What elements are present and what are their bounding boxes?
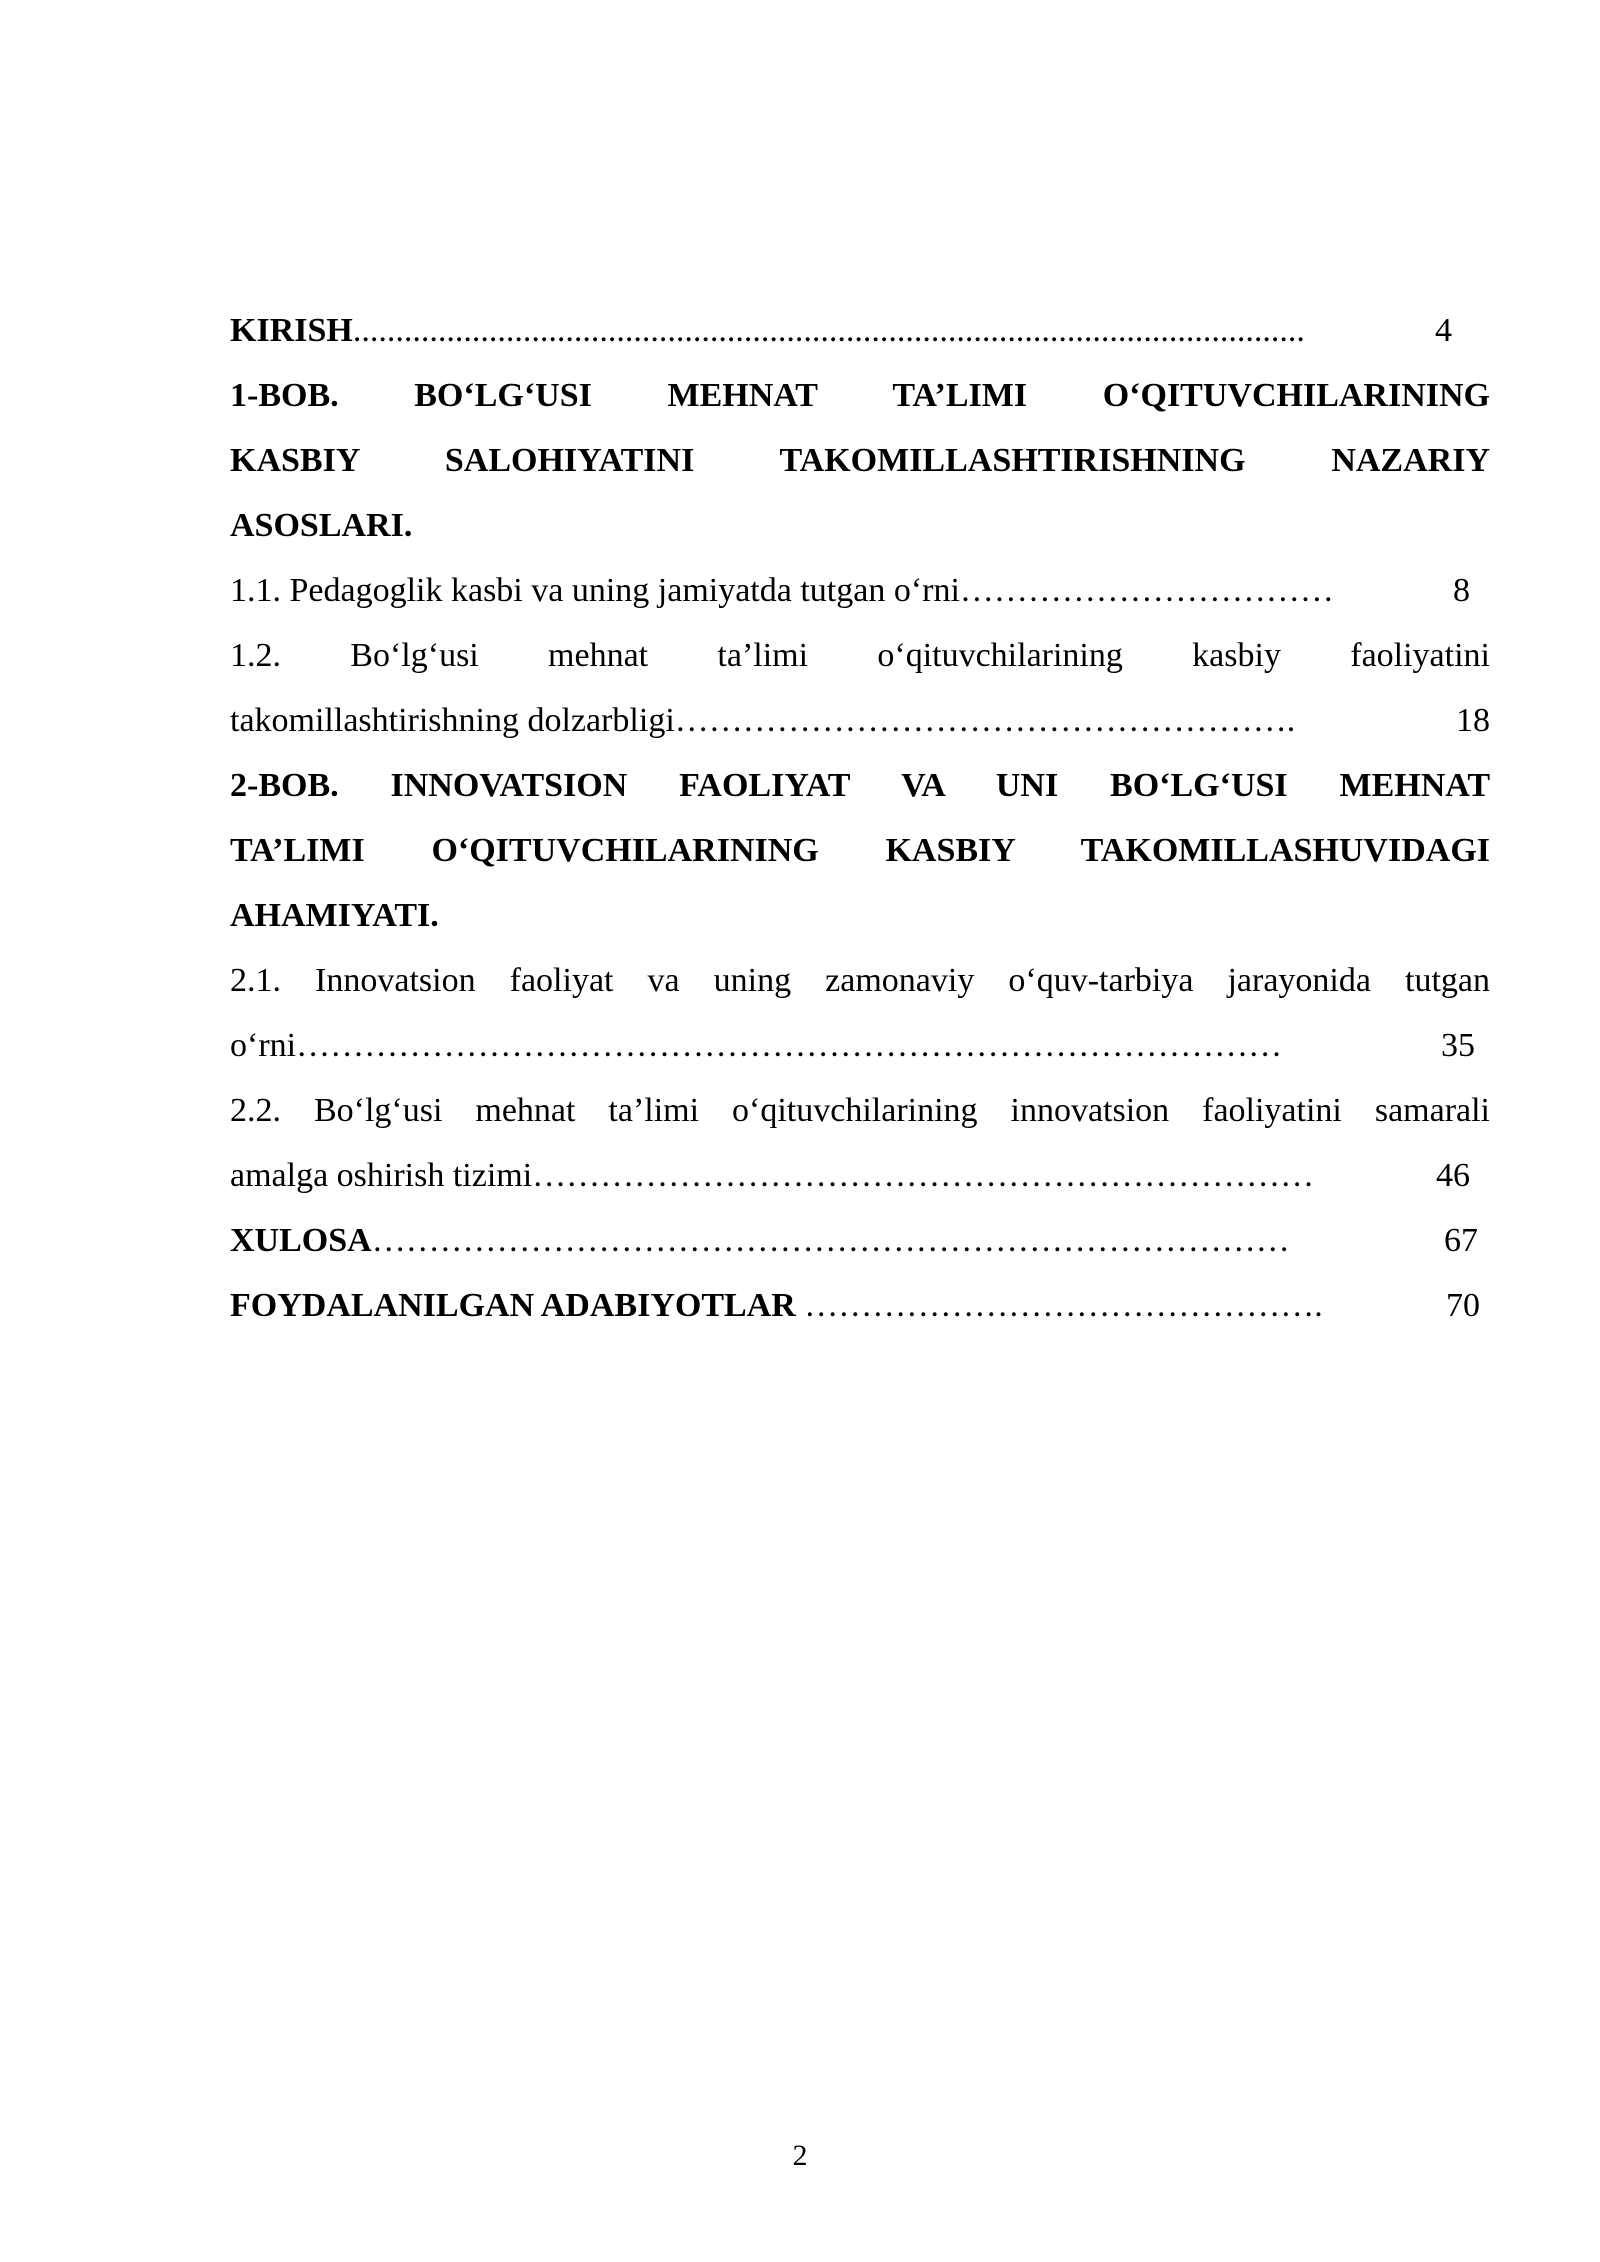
toc-chapter1-line2: KASBIY SALOHIYATINI TAKOMILLASHTIRISHNING NAZARIY: [230, 442, 1490, 479]
toc-entry-2-2: [230, 1143, 1470, 1208]
toc-entry-kirish: [230, 298, 1452, 363]
toc-chapter2-line1: 2-BOB. INNOVATSION FAOLIYAT VA UNI BO‘LG‘USI MEHNAT: [230, 767, 1490, 804]
toc-title: 1.1. Pedagoglik kasbi va uning jamiyatda tutgan o‘rni: [230, 572, 960, 609]
toc-leader: ……………………………………………….: [674, 702, 1296, 739]
toc-title: o‘rni: [230, 1027, 297, 1064]
toc-entry-2-1: [230, 1013, 1475, 1078]
toc-entry-1-1: [230, 558, 1470, 623]
toc-title: amalga oshirish tizimi: [230, 1157, 533, 1194]
toc-entry-xulosa: [230, 1208, 1478, 1273]
toc-page: 67: [1444, 1222, 1478, 1259]
toc-chapter1-line1: 1-BOB. BO‘LG‘USI MEHNAT TA’LIMI O‘QITUVCHILARINING: [230, 377, 1490, 414]
toc-page: 18: [1456, 702, 1490, 739]
toc-page: 4: [1435, 312, 1452, 349]
table-of-contents: [230, 298, 1490, 1338]
toc-entry-adabiyotlar: [230, 1273, 1480, 1338]
toc-title: KIRISH: [230, 312, 353, 349]
toc-leader: ……………………………: [959, 572, 1334, 609]
toc-entry-1-2: [230, 688, 1490, 753]
toc-leader: ……………………………………….: [804, 1287, 1323, 1324]
toc-page: 35: [1441, 1027, 1475, 1064]
toc-leader: ………………………………………………………………………: [371, 1222, 1290, 1259]
page-number: 2: [792, 2139, 808, 2172]
toc-chapter2-line3: AHAMIYATI.: [230, 897, 439, 934]
toc-page: 46: [1436, 1157, 1470, 1194]
toc-entry-2-2-line1: 2.2. Bo‘lg‘usi mehnat ta’limi o‘qituvchilarining innovatsion faoliyatini samarali: [230, 1092, 1490, 1129]
toc-leader: ……………………………………………………………: [532, 1157, 1315, 1194]
toc-title: XULOSA: [230, 1222, 372, 1259]
toc-title: takomillashtirishning dolzarbligi: [230, 702, 675, 739]
toc-chapter1-line3: ASOSLARI.: [230, 507, 413, 544]
toc-leader: ……………………………………………………………………………: [296, 1027, 1283, 1064]
toc-page: 70: [1446, 1287, 1480, 1324]
toc-page: 8: [1453, 572, 1470, 609]
toc-leader: ................................................................................................................: [352, 312, 1305, 349]
toc-entry-1-2-line1: 1.2. Bo‘lg‘usi mehnat ta’limi o‘qituvchilarining kasbiy faoliyatini: [230, 637, 1490, 674]
toc-entry-2-1-line1: 2.1. Innovatsion faoliyat va uning zamonaviy o‘quv-tarbiya jarayonida tutgan: [230, 962, 1490, 999]
toc-title: FOYDALANILGAN ADABIYOTLAR: [230, 1287, 805, 1324]
toc-chapter2-line2: TA’LIMI O‘QITUVCHILARINING KASBIY TAKOMILLASHUVIDAGI: [230, 832, 1490, 869]
